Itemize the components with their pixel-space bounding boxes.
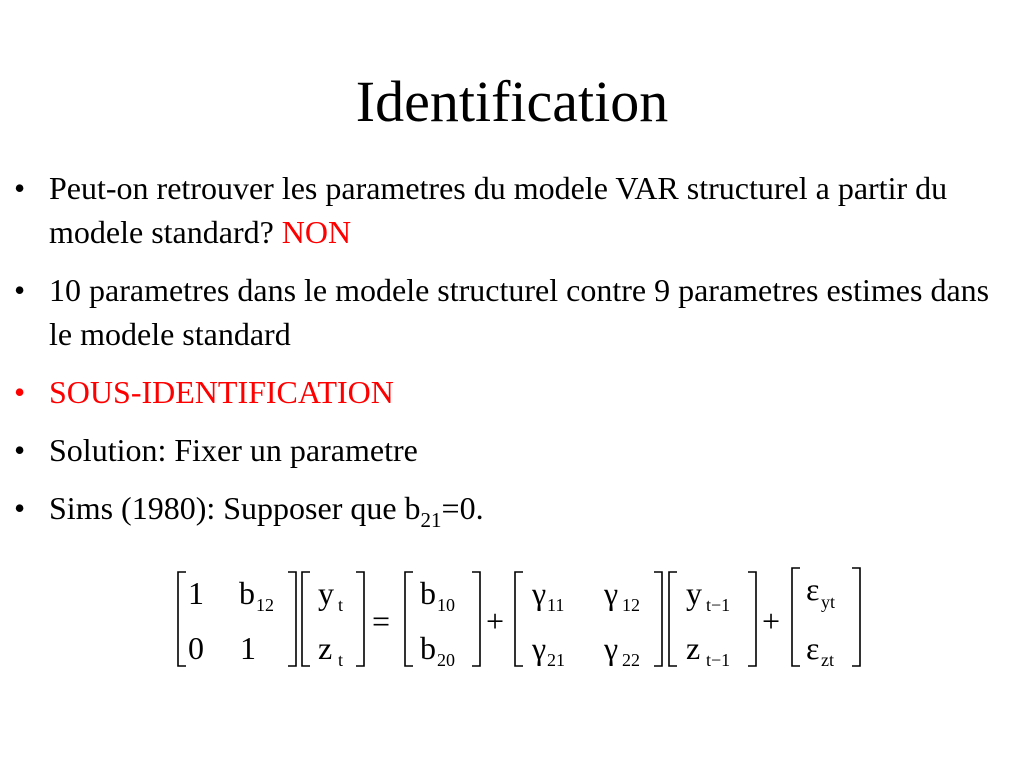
vector-epsilon bbox=[792, 568, 860, 670]
vector-x-r1-sub: t bbox=[338, 595, 344, 615]
left-bracket bbox=[669, 572, 677, 666]
right-bracket bbox=[748, 572, 756, 666]
vector-b0 bbox=[405, 572, 480, 670]
bullet-text: Solution: Fixer un parametre bbox=[49, 432, 418, 468]
epsilon-r2-sub: zt bbox=[821, 650, 834, 670]
gamma-r2c2-symbol: γ bbox=[604, 630, 619, 666]
bullet-text: 10 parametres dans le modele structurel contre 9 parametres estimes dans le modele standard bbox=[49, 272, 990, 352]
vector-xlag-r1-base: y bbox=[686, 575, 702, 611]
vector-b0-r2-sub: 20 bbox=[437, 650, 455, 670]
right-bracket bbox=[654, 572, 662, 666]
bullet-item-sous-identification bbox=[14, 370, 1010, 414]
vector-x-r2-base: z bbox=[318, 630, 333, 666]
epsilon-r1-symbol: ε bbox=[806, 571, 820, 607]
bullet-text: SOUS-IDENTIFICATION bbox=[49, 374, 394, 410]
slide-title: Identification bbox=[355, 69, 669, 134]
epsilon-r1-sub: yt bbox=[821, 592, 836, 612]
matrix-b-r1c2-sub: 12 bbox=[256, 595, 274, 615]
vector-b0-r1-base: b bbox=[420, 575, 436, 611]
answer-non: NON bbox=[281, 214, 352, 250]
right-bracket bbox=[288, 572, 296, 666]
sims-subscript: 21 bbox=[420, 508, 442, 532]
bullet-symbol: • bbox=[14, 432, 26, 468]
left-bracket bbox=[302, 572, 310, 666]
bullet-item-sims bbox=[14, 486, 1010, 530]
matrix-gamma bbox=[515, 572, 662, 670]
vector-xlag-r1-sub: t−1 bbox=[706, 595, 731, 615]
bullet-symbol: • bbox=[14, 490, 26, 526]
left-bracket bbox=[792, 568, 800, 666]
matrix-b-r2c2: 1 bbox=[240, 630, 256, 666]
vector-xlag-r2-base: z bbox=[686, 630, 701, 666]
var-matrix-equation bbox=[160, 564, 870, 674]
vector-xlag-r2-sub: t−1 bbox=[706, 650, 731, 670]
bullet-item-parameter-count bbox=[14, 268, 1010, 356]
left-bracket bbox=[515, 572, 523, 666]
bullet-item-identification-question bbox=[14, 166, 1010, 254]
gamma-r1c2-symbol: γ bbox=[604, 575, 619, 611]
matrix-b-r1c1: 1 bbox=[188, 575, 204, 611]
vector-x-r1-base: y bbox=[318, 575, 334, 611]
bullet-text: Peut-on retrouver les parametres du modele VAR structurel a partir du modele standard? bbox=[49, 170, 948, 250]
matrix-b-r2c1: 0 bbox=[188, 630, 204, 666]
bullet-symbol: • bbox=[14, 170, 26, 206]
vector-b0-r2-base: b bbox=[420, 630, 436, 666]
gamma-r1c1-sub: 11 bbox=[547, 595, 565, 615]
gamma-r2c1-sub: 21 bbox=[547, 650, 565, 670]
plus-sign: + bbox=[762, 603, 781, 639]
left-bracket bbox=[178, 572, 186, 666]
left-bracket bbox=[405, 572, 413, 666]
vector-x-r2-sub: t bbox=[338, 650, 344, 670]
bullet-item-solution bbox=[14, 428, 1010, 472]
bullet-symbol: • bbox=[14, 374, 26, 410]
gamma-r1c2-sub: 12 bbox=[622, 595, 640, 615]
sims-text-before: Sims (1980): Supposer que b bbox=[49, 490, 421, 526]
equals-sign: = bbox=[372, 603, 391, 639]
right-bracket bbox=[852, 568, 860, 666]
bullet-text bbox=[49, 490, 484, 532]
matrix-b-r1c2-base: b bbox=[239, 575, 255, 611]
right-bracket bbox=[356, 572, 364, 666]
gamma-r2c2-sub: 22 bbox=[622, 650, 640, 670]
vector-x-lag bbox=[669, 572, 756, 670]
sims-text-after: =0. bbox=[441, 490, 484, 526]
matrix-b bbox=[178, 572, 296, 666]
right-bracket bbox=[472, 572, 480, 666]
gamma-r2c1-symbol: γ bbox=[532, 630, 547, 666]
bullet-symbol: • bbox=[14, 272, 26, 308]
plus-sign: + bbox=[486, 603, 505, 639]
matrix-equation-svg bbox=[160, 564, 870, 674]
gamma-r1c1-symbol: γ bbox=[532, 575, 547, 611]
vector-b0-r1-sub: 10 bbox=[437, 595, 455, 615]
vector-x bbox=[302, 572, 364, 670]
epsilon-r2-symbol: ε bbox=[806, 630, 820, 666]
bullet-list bbox=[14, 166, 1010, 544]
